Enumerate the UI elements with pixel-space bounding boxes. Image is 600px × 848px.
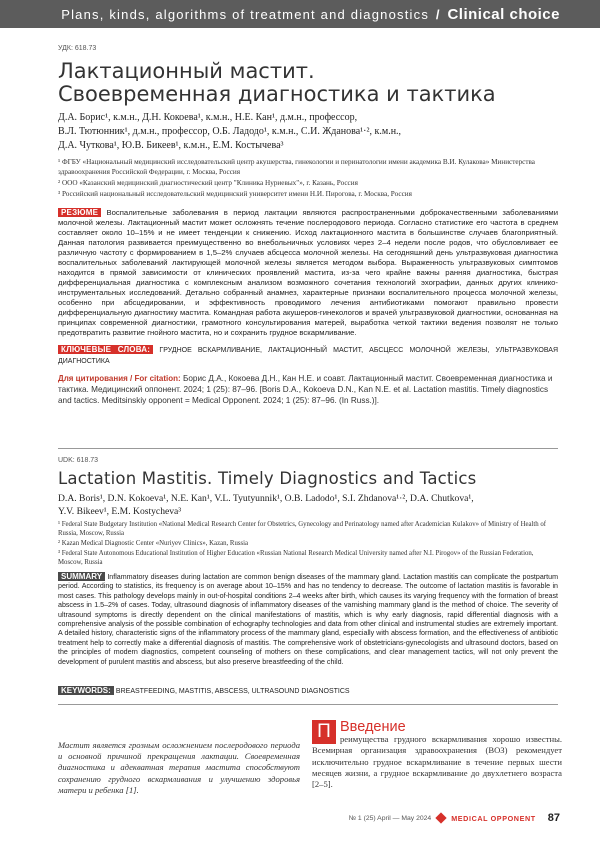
page-number: 87 [547,812,560,824]
keywords-en [58,686,558,697]
header-journal-section: Clinical choice [447,6,560,23]
authors-ru-line1: Д.А. Борис¹, к.м.н., Д.Н. Кокоева¹, к.м.н., Н.Е. Кан¹, д.м.н., профессор, [58,112,358,123]
issue-info: № 1 (25) April — May 2024 [348,814,432,822]
divider-2 [58,704,558,705]
abstract-label-ru: РЕЗЮМЕ [58,208,101,217]
journal-brand: MEDICAL OPPONENT [451,813,536,823]
article-title-ru [58,60,558,106]
authors-ru [58,111,558,153]
authors-ru-line2: В.Л. Тютюнник¹, д.м.н., профессор, О.Б. Ладодо¹, к.м.н., С.И. Жданова¹·², к.м.н., [58,126,402,137]
page-footer [349,812,560,824]
running-header [61,6,560,23]
divider [58,448,558,449]
title-ru-line2: Своевременная диагностика и тактика [58,82,496,106]
brand-diamond-icon [436,812,447,823]
affiliation-en-2: ² Kazan Medical Diagnostic Center «Nuriyev Clinics», Kazan, Russia [58,540,249,547]
affiliations-ru [58,157,558,200]
intro-text: реимущества грудного вскармливания хорошо известны. Всемирная организация здравоохранения (ВОЗ) рекомендует исключительно грудное вскармливание в течение первых шести месяцев жизни, а грудное вскармливание до двухлетнего возраста [2–5]. [312,734,562,790]
keywords-ru [58,345,558,367]
citation-block [58,373,558,406]
epigraph: Мастит является грозным осложнением послеродового периода и основной причиной прекращения лактации. Своевременная диагностика и адекватная терапия мастита способствуют сохранению грудного вскармливания и улучшению здоровья матери и ребенка [1]. [58,740,300,795]
article-title-en: Lactation Mastitis. Timely Diagnostics and Tactics [58,469,477,488]
affiliation-en-1: ¹ Federal State Budgetary Institution «National Medical Research Center for Obstetrics, Gynecology and Perinatology named after Academician Kulakov» of Ministry of Health of Russia, Moscow, Russia [58,521,547,537]
keywords-label-ru: КЛЮЧЕВЫЕ СЛОВА: [58,345,153,354]
affiliation-ru-1: ¹ ФГБУ «Национальный медицинский исследовательский центр акушерства, гинекологии и перинатологии имени академика В.И. Кулакова» Министерства здравоохранения Российской Федерации, г. Москва, Россия [58,158,535,176]
header-slash: / [435,7,441,22]
affiliation-ru-2: ² ООО «Казанский медицинский диагностический центр "Клиника Нуриевых"», г. Казань, Россия [58,179,358,187]
authors-en [58,492,558,518]
abstract-ru [58,208,558,338]
intro-heading: Введение [340,719,406,735]
introduction [312,719,562,790]
summary-label-en: SUMMARY [58,572,105,581]
header-section: Plans, kinds, algorithms of treatment and diagnostics [61,7,430,22]
authors-en-line2: Y.V. Bikeev¹, E.M. Kostycheva³ [58,506,182,517]
affiliation-en-3: ³ Federal State Autonomous Educational Institution of Higher Education «Russian National Research Medical University named after N.I. Pirogov» of the Russian Federation, Moscow, Russia [58,550,534,566]
title-ru-line1: Лактационный мастит. [58,59,315,83]
summary-text-en: Inflammatory diseases during lactation are common benign diseases of the mammary gland. Lactation mastitis can complicate the postpartum period. According to statistics, its frequency is on average about 10–15% and has no tendency to decrease. The outcome of lactation mastitis is favorable in most cases. This pathology develops mainly in out-of-hospital conditions 2–4 weeks after birth, which causes its varying frequency with the formation of breast abscess in 1.5–2% of cases. Today, ultrasound diagnosis of inflammatory diseases of the varnishing mammary gland is the method of choice. The severity of ultrasound symptoms is directly dependent on the clinical manifestations of mastitis, which is why early diagnosis, rapid differential diagnosis with a comprehensive analysis of the possible combination of echography technologies and data from other clinical and instrumental studies are extremely important. A detailed history, characteristic signs of the inflammatory process of the mammary gland, especially with abscess formation, and the effectiveness of antibiotic treatment help to correctly make a differential diagnosis of mastitis. The comprehensive work of obstetricians-gynecologists and ultrasound doctors, based on the principles of modern diagnostics, competent counseling of mothers on these complications, and clear management tactics, will not only prevent the development of purulent mastitis and abscess, but also preserve breastfeeding of the child. [58,573,558,666]
udk-ru: УДК: 618.73 [58,45,97,52]
keywords-text-ru: ГРУДНОЕ ВСКАРМЛИВАНИЕ, ЛАКТАЦИОННЫЙ МАСТИТ, АБСЦЕСС МОЛОЧНОЙ ЖЕЛЕЗЫ, УЛЬТРАЗВУКОВАЯ ДИАГНОСТИКА [58,347,558,365]
affiliations-en [58,520,558,568]
citation-text: Борис Д.А., Кокоева Д.Н., Кан Н.Е. и соавт. Лактационный мастит. Своевременная диагностика и тактика. Медицинский оппонент. 2024; 1 (25): 87–96. [Boris D.A., Kokoeva D.N., Kan N.E. et al. Lactation mastitis. Timely diagnostics and tactics. Meditsinskiy opponent = Medical Opponent. 2024; 1 (25): 87–96. (In Russ.)]. [58,374,553,405]
keywords-label-en: KEYWORDS: [58,686,114,695]
keywords-text-en: BREASTFEEDING, MASTITIS, ABSCESS, ULTRASOUND DIAGNOSTICS [115,688,350,695]
authors-ru-line3: Д.А. Чуткова¹, Ю.В. Бикеев¹, к.м.н., Е.М. Костычева³ [58,140,284,151]
summary-en [58,572,558,667]
udk-en: UDK: 618.73 [58,457,99,464]
affiliation-ru-3: ³ Российский национальный исследовательский медицинский университет имени Н.И. Пирогова, г. Москва, Россия [58,190,412,198]
citation-label: Для цитирования / For citation: [58,374,181,383]
dropcap-letter: П [312,720,336,744]
abstract-text-ru: Воспалительные заболевания в период лактации являются распространенными доброкачественными заболеваниями молочной железы. Лактационный мастит может осложнять течение послеродового периода. Согласно статистике его частота в среднем составляет около 10–15% и не имеет тенденции к снижению. Исход лактационного мастита в большинстве случаев благоприятный. Данная патология развивается преимущественно во внебольничных условиях через 2–4 недели после родов, что обусловливает ее различную частоту с формированием в 1,5–2% случаев абсцесса молочной железы. На сегодняшний день ультразвуковая диагностика воспалительных заболеваний лактирующей молочной железы является методом выбора. Выраженность ультразвуковых симптомов находится в прямой зависимости от клинических проявлений мастита, из-за чего крайне важны ранняя диагностика, быстрая дифференциальная диагностика с комплексным анализом возможного сочетания технологий эхографии, данных других клинико-инструментальных исследований. Детально собранный анамнез, характерные признаки воспалительного процесса молочной железы, особенно при абсцедировании, и эффективность проводимого лечения антибиотиками помогают правильно провести дифференциальную диагностику мастита. Командная работа акушеров-гинекологов и врачей ультразвуковой диагностики, основанная на принципах современной диагностики, грамотного консультирования матерей, выработка четкой тактики ведения позволят не только предотвратить развитие гнойного мастита, но и сохранить грудное вскармливание. [58,208,558,337]
authors-en-line1: D.A. Boris¹, D.N. Kokoeva¹, N.E. Kan¹, V.L. Tyutyunnik¹, O.B. Ladodo¹, S.I. Zhdanova¹·², D.A. Chutkova¹, [58,493,474,504]
